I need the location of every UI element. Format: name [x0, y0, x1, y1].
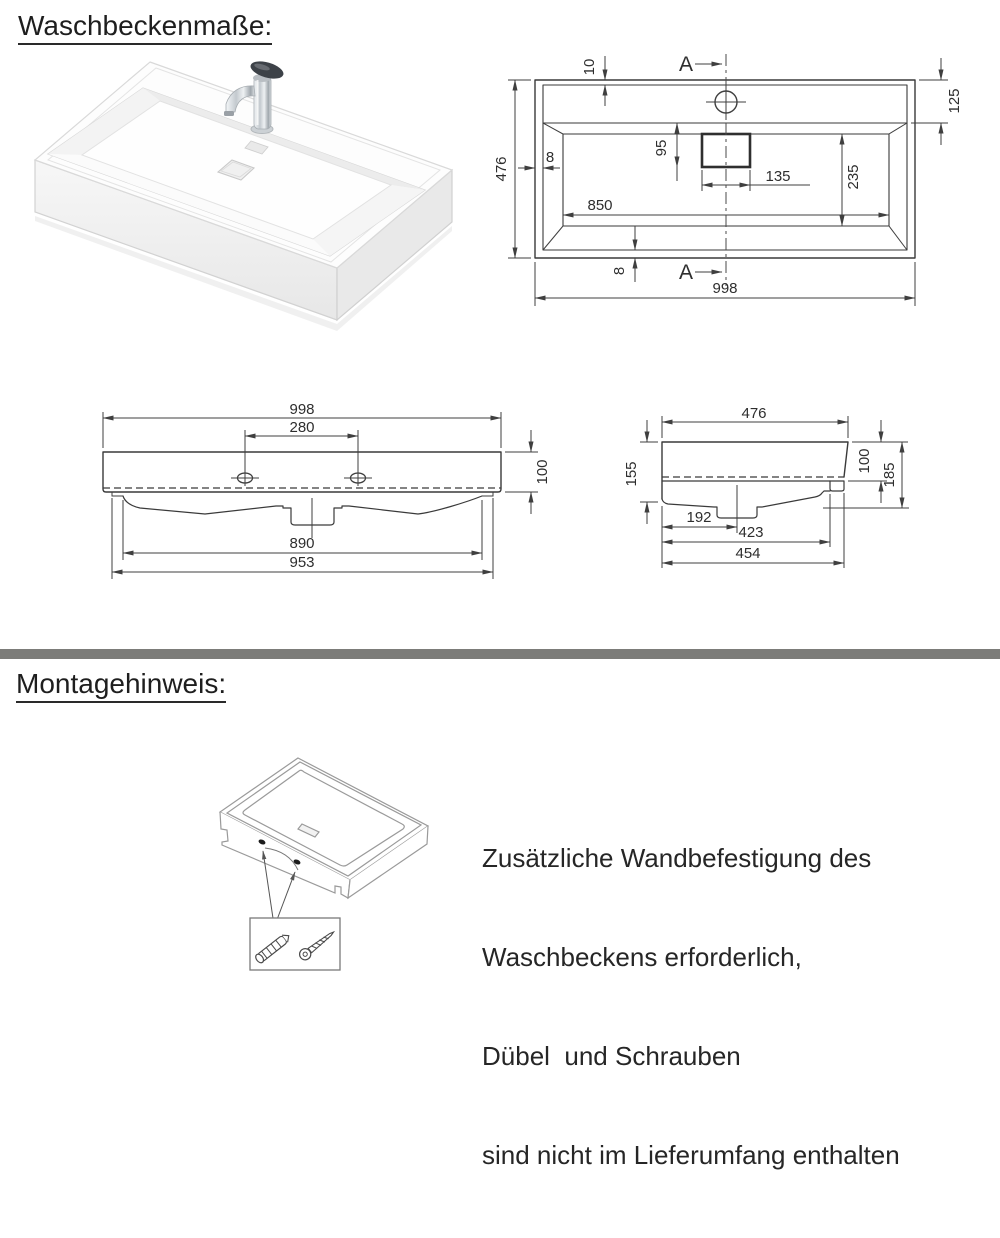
- hardware-box: [250, 918, 340, 970]
- section-marker-top: [679, 53, 722, 76]
- dim-top-135: [702, 168, 810, 191]
- mounting-note-line-4: sind nicht im Lieferumfang enthalten: [482, 1140, 900, 1170]
- dim-front-280: [245, 419, 358, 470]
- dim-top-235: [842, 134, 862, 226]
- dim-label-476: 476: [493, 156, 510, 182]
- front-view-outline: [103, 452, 501, 538]
- dim-label-side-155: 155: [623, 461, 640, 487]
- mounting-hole-right: [344, 470, 372, 486]
- dim-label-8-bottom: 8: [611, 266, 628, 276]
- mounting-note: [482, 776, 962, 1238]
- dim-front-890: [123, 500, 482, 560]
- dim-label-998: 998: [712, 280, 738, 297]
- mounting-hole-left: [231, 470, 259, 486]
- dim-label-135: 135: [765, 168, 791, 185]
- sink-3d-illustration: [10, 50, 490, 340]
- mounting-illustration: [195, 745, 475, 995]
- section-title-dimensions: Waschbeckenmaße:: [18, 10, 272, 45]
- dim-label-front-280: 280: [289, 419, 315, 436]
- dim-side-192: [662, 506, 737, 568]
- section-divider: [0, 649, 1000, 659]
- dim-front-100: [505, 430, 551, 514]
- dim-label-95: 95: [653, 139, 670, 157]
- dim-label-front-890: 890: [289, 535, 315, 552]
- dim-label-125: 125: [946, 88, 963, 114]
- dim-label-front-953: 953: [289, 554, 315, 571]
- dim-label-8-left: 8: [545, 149, 555, 166]
- dim-top-10: [581, 56, 605, 106]
- dim-top-8-left: [518, 149, 560, 168]
- dim-top-95: [653, 123, 677, 181]
- dim-top-125: [911, 58, 963, 145]
- mounting-note-line-2: Waschbeckens erforderlich,: [482, 942, 802, 972]
- basin-underside-outline: [220, 758, 428, 898]
- dim-side-155: [623, 420, 658, 524]
- dim-label-235: 235: [845, 164, 862, 190]
- dim-label-850: 850: [587, 197, 613, 214]
- dim-label-10: 10: [581, 58, 598, 76]
- dim-label-side-454: 454: [735, 545, 761, 562]
- wall-ledge: [830, 481, 844, 491]
- mounting-note-line-1: Zusätzliche Wandbefestigung des: [482, 843, 872, 873]
- faucet-aerator: [224, 111, 234, 116]
- dim-top-998: [535, 262, 915, 306]
- dim-label-side-423: 423: [738, 524, 764, 541]
- top-view-drawing: [480, 40, 1000, 320]
- dim-top-476: [493, 80, 531, 258]
- dim-label-side-476: 476: [741, 405, 767, 422]
- dim-top-8-bottom: [611, 226, 635, 282]
- dim-label-front-100: 100: [534, 459, 551, 485]
- dim-side-100: [848, 420, 908, 503]
- front-view-drawing: [55, 390, 605, 595]
- dim-label-front-998: 998: [289, 401, 315, 418]
- dim-side-476: [662, 405, 848, 438]
- side-view-drawing: [615, 390, 1000, 595]
- dim-label-side-185: 185: [881, 462, 898, 488]
- section-letter-top: A: [678, 53, 694, 76]
- dim-label-side-192: 192: [686, 509, 712, 526]
- faucet-hole: [706, 84, 746, 120]
- section-title-mounting: Montagehinweis:: [16, 668, 226, 703]
- section-letter-bottom: A: [678, 261, 694, 284]
- dim-label-side-100: 100: [856, 448, 873, 474]
- mounting-note-line-3: Dübel und Schrauben: [482, 1041, 741, 1071]
